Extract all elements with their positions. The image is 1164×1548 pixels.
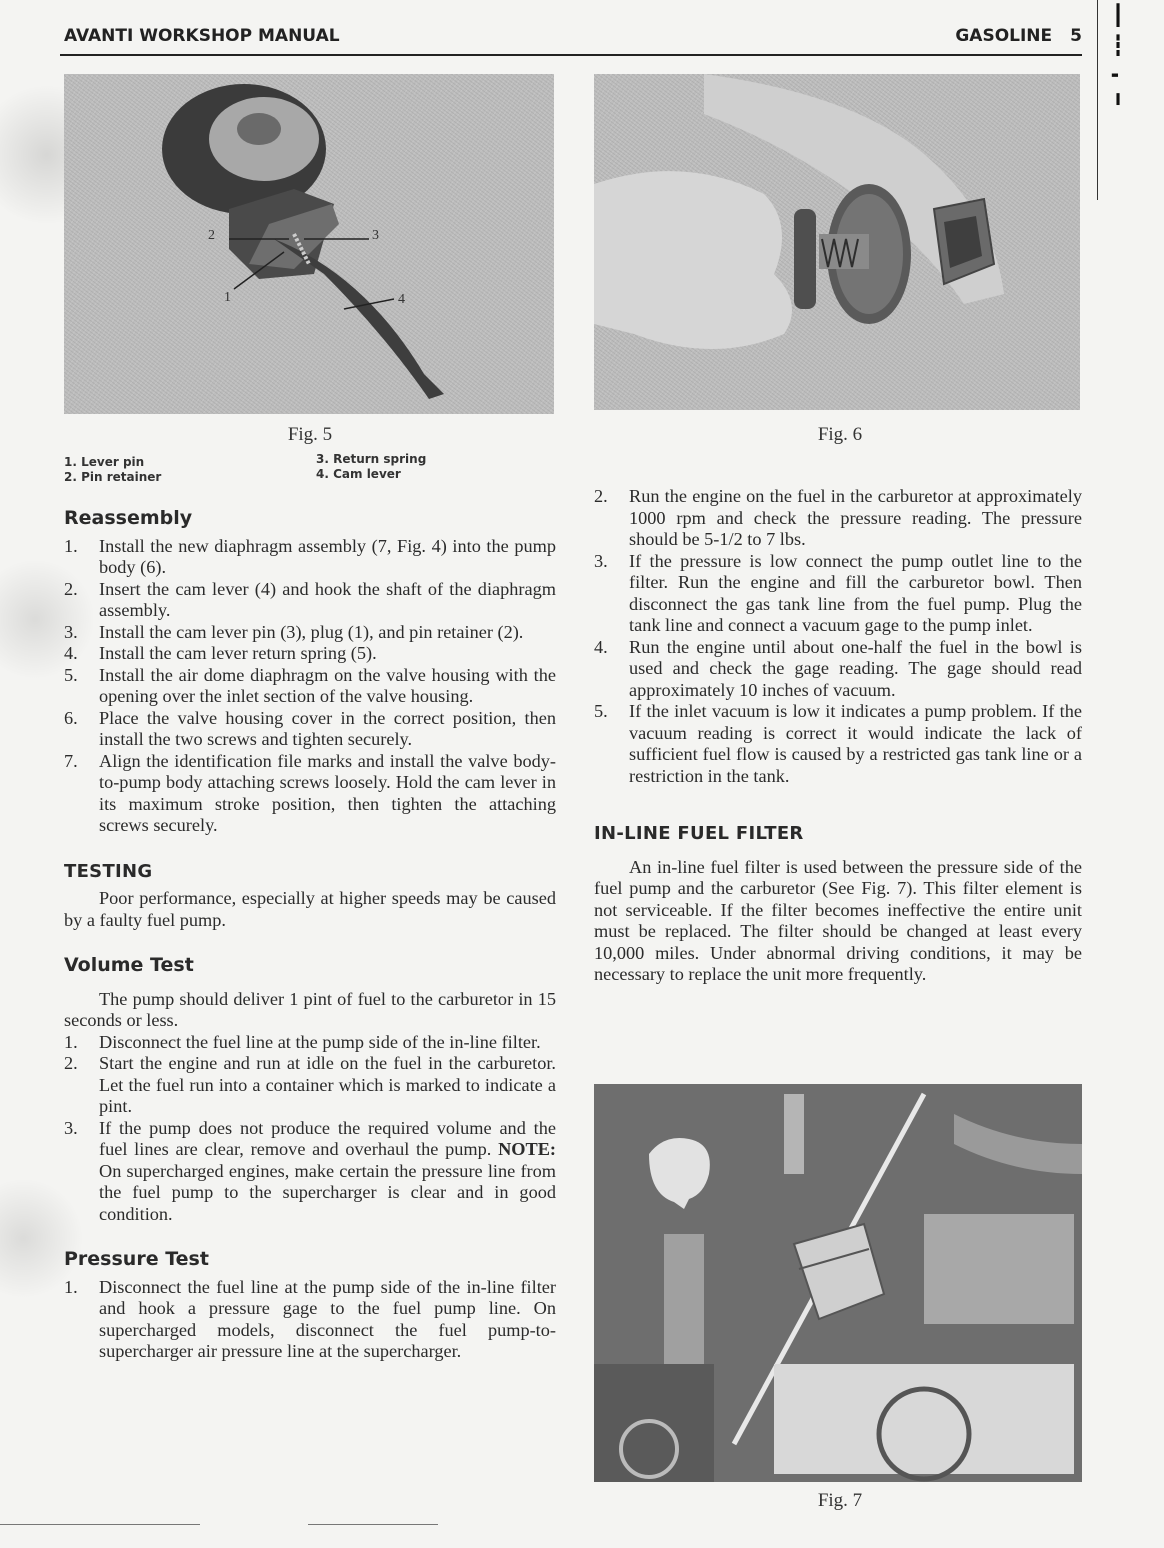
volume-test-intro: The pump should deliver 1 pint of fuel to the carburetor in 15 seconds or less. <box>64 988 556 1030</box>
callout-4: 4 <box>398 292 405 307</box>
footer-rule-mid <box>308 1524 438 1525</box>
list-item: 1. Disconnect the fuel line at the pump side of the in-line filter. <box>64 1031 541 1052</box>
header-rule <box>60 54 1082 56</box>
volume-test-steps <box>64 1032 556 1226</box>
reassembly-steps <box>64 536 556 837</box>
legend-item: 3. Return spring <box>316 452 427 466</box>
callout-2: 2 <box>208 228 215 243</box>
page-header <box>64 24 1082 52</box>
legend-item: 1. Lever pin <box>64 455 145 469</box>
fig6-photo <box>594 74 1080 410</box>
note-text: On supercharged engines, make certain the pressure line from the fuel pump to the supercharger is clear and in good condition. <box>99 1160 556 1224</box>
testing-heading: TESTING <box>64 860 153 882</box>
page-number: 5 <box>1070 26 1082 46</box>
list-item: 3. If the pump does not produce the required volume and the fuel lines are clear, remove and overhaul the pump. NOTE: On supercharged engines, make certain the pressure line from the fuel pump to the supercharger is clear and in good condition. <box>64 1117 557 1224</box>
hands-assembling-pump-illustration <box>594 74 1080 410</box>
inline-filter-paragraph: An in-line fuel filter is used between the pressure side of the fuel pump and the carburetor (See Fig. 7). This filter element is not serviceable. If the filter becomes ineffective the entire unit must be replaced. The filter should be changed at least every 10,000 miles. Under abnormal driving conditions, it may be necessary to replace the unit more frequently. <box>594 856 1082 984</box>
pressure-test-steps-continued <box>594 486 1082 787</box>
reassembly-heading: Reassembly <box>64 507 193 529</box>
list-item: 1. Disconnect the fuel line at the pump side of the in-line filter and hook a pressure gage to the fuel pump line. On supercharged models, disconnect the fuel pump-to-supercharger air pressure line at the supercharger. <box>64 1276 556 1361</box>
right-column <box>594 486 1082 986</box>
manual-title: AVANTI WORKSHOP MANUAL <box>64 26 340 46</box>
list-item: 2. Insert the cam lever (4) and hook the shaft of the diaphragm assembly. <box>64 578 556 620</box>
fig5-caption: Fig. 5 <box>287 424 333 445</box>
footer-rule-left <box>0 1524 200 1525</box>
list-item: 2. Start the engine and run at idle on the fuel in the carburetor. Let the fuel run into a container which is marked to indicate a pint. <box>64 1053 556 1116</box>
testing-paragraph: Poor performance, especially at higher speeds may be caused by a faulty fuel pump. <box>64 888 556 930</box>
fig5-legend-right <box>316 452 426 482</box>
list-item: 3. If the pressure is low connect the pump outlet line to the filter. Run the engine and fill the carburetor bowl. Then disconnect the gas tank line from the fuel pump. Plug the tank line and connect a vacuum gage to the pump inlet. <box>594 550 1082 635</box>
left-column <box>64 508 556 1363</box>
fig6-caption: Fig. 6 <box>817 424 863 445</box>
pressure-test-heading: Pressure Test <box>64 1248 209 1270</box>
pressure-test-steps <box>64 1277 556 1363</box>
callout-3: 3 <box>372 228 379 243</box>
list-item: 3. Install the cam lever pin (3), plug (1), and pin retainer (2). <box>64 621 524 642</box>
list-item: 4. Run the engine until about one-half the fuel in the bowl is used and check the gage reading. The gage should read approximately 10 inches of vacuum. <box>594 636 1082 700</box>
legend-item: 2. Pin retainer <box>64 470 162 484</box>
list-item: 5. If the inlet vacuum is low it indicates a pump problem. If the vacuum reading is correct it would indicate the lack of sufficient fuel flow is caused by a restricted gas tank line or a restriction in the tank. <box>594 701 1082 786</box>
legend-item: 4. Cam lever <box>316 467 401 481</box>
fig7-photo <box>594 1084 1082 1482</box>
section-name: GASOLINE <box>955 26 1053 46</box>
margin-marks-icon: ┃ ┇ ╸ ╹ <box>1112 3 1125 117</box>
list-item: 2. Run the engine on the fuel in the carburetor at approximately 1000 rpm and check the pressure reading. The pressure should be 5-1/2 to 7 lbs. <box>594 486 1082 549</box>
section-title <box>955 26 1082 46</box>
list-item: 1. Install the new diaphragm assembly (7, Fig. 4) into the pump body (6). <box>64 535 556 577</box>
list-item: 5. Install the air dome diaphragm on the valve housing with the opening over the inlet section of the valve housing. <box>64 664 556 706</box>
note-label: NOTE: <box>498 1139 557 1159</box>
fig5-photo <box>64 74 554 414</box>
fig7-caption: Fig. 7 <box>817 1490 863 1511</box>
inline-filter-heading: IN-LINE FUEL FILTER <box>594 823 804 844</box>
volume-test-heading: Volume Test <box>64 954 194 976</box>
fig5-legend-left <box>64 455 161 485</box>
fuel-pump-diaphragm-illustration <box>64 74 554 414</box>
page-edge-line <box>1097 0 1098 200</box>
list-item: 4. Install the cam lever return spring (5). <box>64 643 377 663</box>
list-item: 7. Align the identification file marks and install the valve body-to-pump body attaching screws loosely. Hold the cam lever in its maximum stroke position, then tighten the attaching screws securely. <box>64 750 556 835</box>
list-item: 6. Place the valve housing cover in the correct position, then install the two screws and tighten securely. <box>64 707 556 749</box>
callout-1: 1 <box>224 290 231 305</box>
engine-inline-filter-illustration <box>594 1084 1082 1482</box>
